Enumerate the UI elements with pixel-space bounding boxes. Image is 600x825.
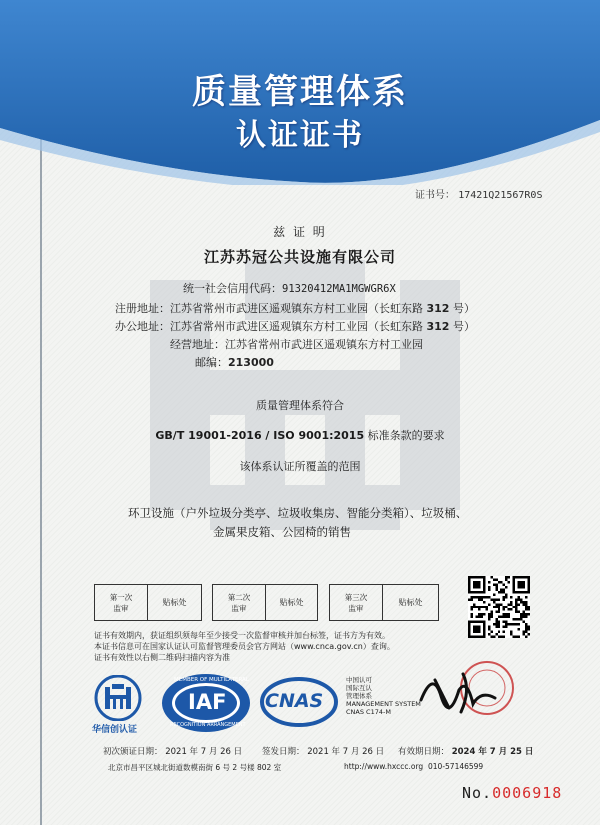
operating-address-value: 江苏省常州市武进区遥观镇东方村工业园	[225, 338, 423, 351]
note-line-1: 证书有效期内，获证组织须每年至少接受一次监督审核并加台标签，证书方为有效。	[94, 631, 390, 640]
audit-box-label	[213, 585, 266, 620]
office-address-number: 312	[426, 320, 450, 333]
serial-number	[462, 784, 562, 802]
serial-prefix: No.	[462, 784, 493, 802]
signature-stamp-icon	[415, 660, 515, 720]
postcode-label: 邮编：	[195, 356, 228, 369]
qr-code-icon[interactable]	[468, 576, 530, 638]
cnas-caption-3: 管理体系	[346, 692, 372, 700]
iaf-bottom-text: RECOGNITION ARRANGEMENT	[170, 722, 246, 728]
audit-label-a: 第一次	[109, 592, 133, 602]
registered-address-label: 注册地址：	[115, 302, 170, 315]
issue-label: 签发日期：	[262, 747, 305, 757]
standard-code: GB/T 19001-2016 / ISO 9001:2015	[155, 429, 365, 442]
operating-address-row	[170, 336, 423, 352]
hereby-certify: 兹 证 明	[273, 225, 327, 239]
footer-website[interactable]: http://www.hxccc.org	[344, 762, 424, 771]
title-line-1: 质量管理体系	[192, 72, 408, 112]
registered-address-value: 江苏省常州市武进区遥观镇东方村工业园（长虹东路	[170, 302, 423, 315]
issue-value: 2021 年 7 月 26 日	[307, 747, 385, 757]
note-line-2: 本证书信息可在国家认证认可监督管理委员会官方网站（www.cnca.gov.cn）查询。	[94, 642, 395, 651]
postcode-value: 213000	[228, 356, 274, 369]
audit-box-1	[94, 584, 202, 621]
postcode-row	[195, 354, 274, 370]
cnas-mark: CNAS	[265, 690, 324, 712]
cnas-caption-5: CNAS C174-M	[346, 708, 391, 716]
registered-address-row	[115, 300, 475, 316]
certificate-number-label: 证书号：	[415, 190, 455, 201]
iaf-top-text: MEMBER OF MULTILATERAL	[174, 677, 249, 683]
first-issue-value: 2021 年 7 月 26 日	[165, 747, 243, 757]
audit-box-label	[95, 585, 148, 620]
standard-tail: 标准条款的要求	[367, 429, 445, 442]
audit-label-b: 监审	[348, 603, 364, 613]
conformity-line: 质量管理体系符合	[256, 399, 344, 412]
valid-date	[398, 745, 533, 757]
audit-label-b: 监审	[231, 603, 247, 613]
certificate-number	[415, 186, 542, 201]
scope-intro: 该体系认证所覆盖的范围	[239, 460, 361, 473]
audit-sticker-area: 贴标处	[279, 598, 304, 607]
standard-line	[0, 427, 600, 443]
cnas-caption-1: 中国认可	[346, 676, 372, 684]
office-address-row	[115, 318, 475, 334]
registered-address-number: 312	[426, 302, 450, 315]
valid-label: 有效期日期：	[398, 747, 450, 757]
office-address-tail: 号）	[452, 320, 475, 333]
audit-label-a: 第三次	[344, 592, 368, 602]
office-address-label: 办公地址：	[115, 320, 170, 333]
footer-address: 北京市昌平区城北街道数模南街 6 号 2 号楼 802 室	[108, 763, 282, 772]
scope-line-1: 环卫设施（户外垃圾分类亭、垃圾收集房、智能分类箱）、垃圾桶、	[128, 506, 468, 520]
company-name: 江苏苏冠公共设施有限公司	[203, 248, 396, 266]
cnas-caption	[346, 676, 421, 716]
certificate-number-value: 17421Q21567R0S	[458, 190, 543, 201]
audit-box-3	[329, 584, 439, 621]
cnas-caption-4: MANAGEMENT SYSTEM	[346, 700, 421, 708]
hx-logo-name: 华信创认证	[92, 725, 138, 735]
first-issue-label: 初次颁证日期：	[103, 747, 163, 757]
audit-label-a: 第二次	[227, 592, 251, 602]
credit-code-row	[183, 280, 396, 296]
audit-sticker-area: 贴标处	[162, 598, 187, 607]
note-line-3: 证书有效性以右侧二维码扫描内容为准	[94, 653, 230, 662]
issue-date	[262, 745, 384, 757]
credit-code-label: 统一社会信用代码：	[183, 282, 282, 295]
iaf-mark: IAF	[188, 690, 227, 714]
registered-address-tail: 号）	[452, 302, 475, 315]
serial-value: 0006918	[492, 784, 563, 802]
scope-line-2: 金属果皮箱、公园椅的销售	[213, 525, 351, 539]
valid-value: 2024 年 7 月 25 日	[451, 747, 534, 757]
title-line-2: 认证证书	[236, 118, 364, 153]
audit-box-2	[212, 584, 318, 621]
office-address-value: 江苏省常州市武进区遥观镇东方村工业园（长虹东路	[170, 320, 423, 333]
cnas-caption-2: 国际互认	[346, 684, 372, 692]
footer-phone: 010-57146599	[428, 762, 484, 771]
audit-label-b: 监审	[113, 603, 129, 613]
audit-box-label	[330, 585, 383, 620]
first-issue-date	[103, 745, 242, 757]
operating-address-label: 经营地址：	[170, 338, 225, 351]
audit-sticker-area: 贴标处	[398, 598, 423, 607]
hx-certification-logo-icon	[93, 675, 143, 721]
credit-code-value: 91320412MA1MGWGR6X	[282, 283, 396, 295]
